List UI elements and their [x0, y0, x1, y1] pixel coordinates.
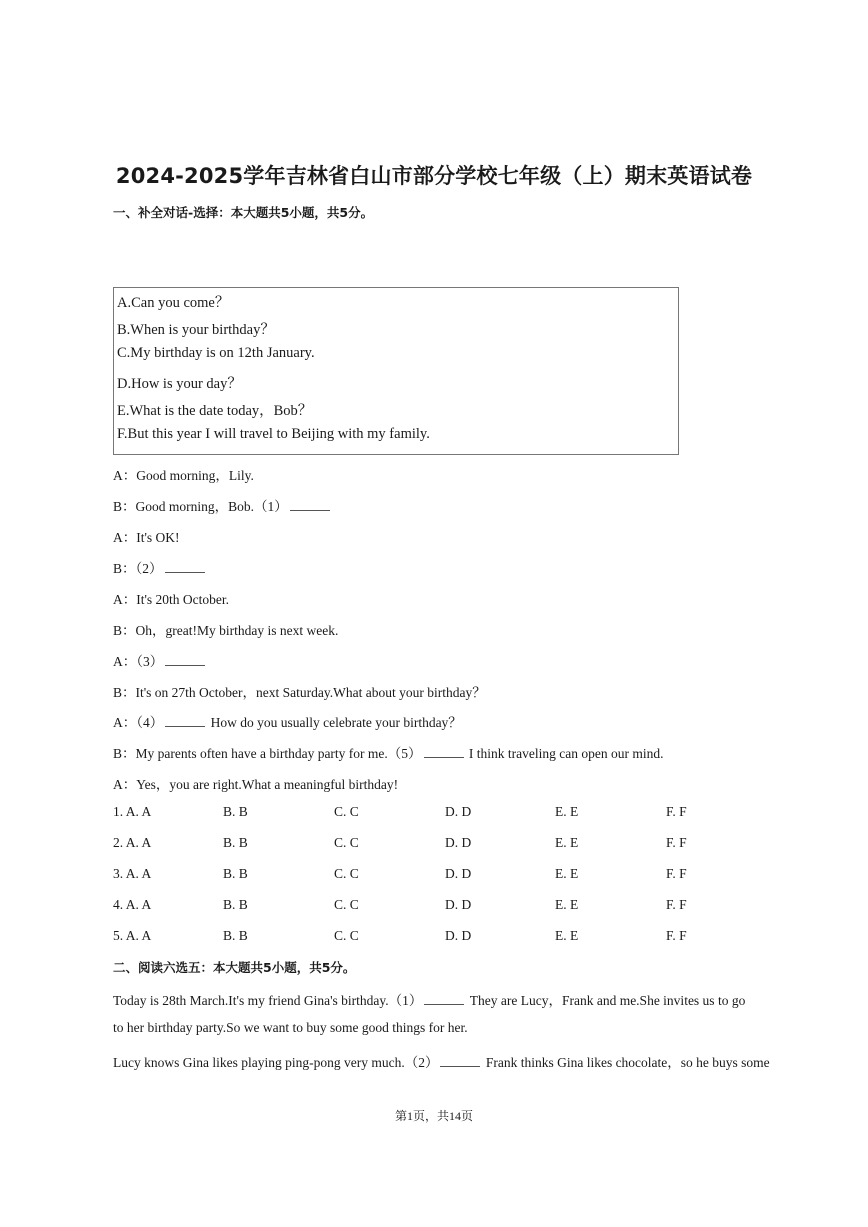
passage-line: to her birthday party.So we want to buy some good things for her.	[113, 1020, 468, 1035]
question-option[interactable]: C. C	[334, 804, 359, 819]
dialogue-line	[113, 681, 486, 701]
question-row	[113, 897, 753, 917]
dialogue-line	[113, 495, 332, 515]
dialogue-text: How do you usually celebrate your birthday？	[210, 715, 462, 730]
question-row	[113, 804, 753, 824]
section-1-heading: 一、补全对话-选择：本大题共5小题，共5分。	[113, 205, 374, 220]
dialogue-line	[113, 588, 229, 608]
question-option[interactable]: F. F	[666, 897, 687, 912]
page-number: 第1页，共14页	[394, 1109, 473, 1123]
dialogue-text: I think traveling can open our mind.	[468, 746, 664, 761]
dialogue-line	[113, 742, 664, 762]
question-option[interactable]: D. D	[445, 804, 472, 819]
question-option[interactable]: F. F	[666, 928, 687, 943]
section-2-heading: 二、阅读六选五：本大题共5小题，共5分。	[113, 960, 356, 975]
dialogue-line	[113, 773, 398, 793]
answer-blank[interactable]	[440, 1066, 480, 1067]
question-option[interactable]: C. C	[334, 866, 359, 881]
question-option[interactable]: D. D	[445, 866, 472, 881]
question-option[interactable]: F. F	[666, 866, 687, 881]
passage-line	[113, 989, 745, 1009]
question-option[interactable]: 1. A. A	[113, 804, 152, 819]
box-option: F.But this year I will travel to Beijing with my family.	[117, 426, 430, 442]
passage-text: Lucy knows Gina likes playing ping-pong very much.（2）	[113, 1055, 439, 1070]
box-option: B.When is your birthday？	[117, 322, 275, 338]
question-row	[113, 866, 753, 886]
question-option[interactable]: E. E	[555, 897, 579, 912]
question-option[interactable]: B. B	[223, 835, 248, 850]
dialogue-text: A：It's 20th October.	[113, 592, 230, 607]
question-option[interactable]: 2. A. A	[113, 835, 152, 850]
dialogue-text: B：My parents often have a birthday party for me.（5）	[113, 746, 422, 761]
answer-blank[interactable]	[165, 572, 205, 573]
dialogue-text: A：It's OK!	[113, 530, 180, 545]
question-option[interactable]: D. D	[445, 897, 472, 912]
dialogue-text: A：（3）	[113, 654, 164, 669]
question-option[interactable]: F. F	[666, 804, 687, 819]
passage-text: Today is 28th March.It's my friend Gina's birthday.（1）	[113, 993, 423, 1008]
box-option: D.How is your day？	[117, 376, 242, 392]
dialogue-line	[113, 650, 207, 670]
question-option[interactable]: 5. A. A	[113, 928, 152, 943]
dialogue-text: A：Yes，you are right.What a meaningful birthday!	[113, 777, 399, 792]
dialogue-text: B：（2）	[113, 561, 163, 576]
answer-blank[interactable]	[290, 510, 330, 511]
question-option[interactable]: 4. A. A	[113, 897, 152, 912]
dialogue-line	[113, 557, 207, 577]
question-option[interactable]: F. F	[666, 835, 687, 850]
answer-blank[interactable]	[165, 726, 205, 727]
passage-text: Frank thinks Gina likes chocolate，so he buys some	[485, 1055, 770, 1070]
question-option[interactable]: C. C	[334, 897, 359, 912]
dialogue-text: B：Oh，great!My birthday is next week.	[113, 623, 339, 638]
box-option: E.What is the date today，Bob？	[117, 403, 313, 419]
question-option[interactable]: 3. A. A	[113, 866, 152, 881]
passage-line	[113, 1051, 770, 1071]
dialogue-text: B：It's on 27th October，next Saturday.What about your birthday？	[113, 685, 486, 700]
box-option: A.Can you come？	[117, 295, 230, 311]
answer-blank[interactable]	[424, 757, 464, 758]
dialogue-text: A：（4）	[113, 715, 164, 730]
dialogue-text: B：Good morning，Bob.（1）	[113, 499, 288, 514]
question-option[interactable]: C. C	[334, 835, 359, 850]
question-option[interactable]: B. B	[223, 866, 248, 881]
dialogue-text: A：Good morning，Lily.	[113, 468, 254, 483]
question-option[interactable]: D. D	[445, 928, 472, 943]
question-option[interactable]: B. B	[223, 804, 248, 819]
box-option: C.My birthday is on 12th January.	[117, 345, 315, 361]
question-option[interactable]: E. E	[555, 866, 579, 881]
question-row	[113, 928, 753, 948]
answer-blank[interactable]	[165, 665, 205, 666]
answer-blank[interactable]	[424, 1004, 464, 1005]
dialogue-line	[113, 711, 462, 731]
question-row	[113, 835, 753, 855]
question-option[interactable]: B. B	[223, 897, 248, 912]
question-option[interactable]: E. E	[555, 928, 579, 943]
options-box	[113, 287, 679, 455]
question-option[interactable]: B. B	[223, 928, 248, 943]
dialogue-line	[113, 619, 338, 639]
page-title: 2024-2025学年吉林省白山市部分学校七年级（上）期末英语试卷	[115, 164, 753, 188]
question-option[interactable]: C. C	[334, 928, 359, 943]
dialogue-line	[113, 464, 254, 484]
question-option[interactable]: E. E	[555, 835, 579, 850]
passage-text: They are Lucy，Frank and me.She invites us to go	[469, 993, 746, 1008]
question-option[interactable]: D. D	[445, 835, 472, 850]
dialogue-line	[113, 526, 180, 546]
question-option[interactable]: E. E	[555, 804, 579, 819]
